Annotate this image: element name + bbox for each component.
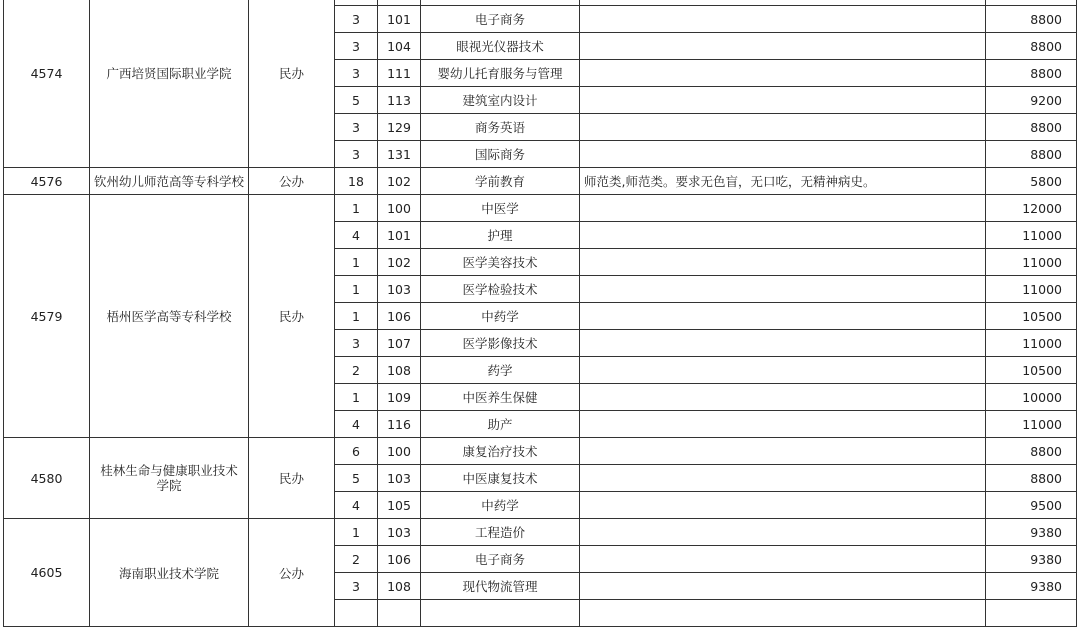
- major-name-cell: 电子商务: [421, 6, 580, 33]
- school-code-cell: 4605: [4, 519, 90, 627]
- major-name-cell: 护理: [421, 222, 580, 249]
- tuition-fee-cell: 8800: [986, 141, 1077, 168]
- plan-count-cell: 1: [335, 249, 378, 276]
- major-note-cell: [580, 465, 986, 492]
- major-note-cell: [580, 519, 986, 546]
- tuition-fee-cell: 11000: [986, 330, 1077, 357]
- major-name-cell: 医学美容技术: [421, 249, 580, 276]
- table-row: [4, 168, 1077, 195]
- major-note-cell: [580, 6, 986, 33]
- major-name-cell: 中医学: [421, 195, 580, 222]
- major-name-cell: 工程造价: [421, 519, 580, 546]
- plan-count-cell: 3: [335, 573, 378, 600]
- major-name-cell: 中医养生保健: [421, 384, 580, 411]
- major-name-cell: 婴幼儿托育服务与管理: [421, 60, 580, 87]
- enrollment-plan-table: [3, 0, 1077, 627]
- major-note-cell: [580, 249, 986, 276]
- major-code-cell: 116: [378, 411, 421, 438]
- plan-count-cell: 4: [335, 222, 378, 249]
- major-name-cell: 现代物流管理: [421, 573, 580, 600]
- major-note-cell: [580, 141, 986, 168]
- school-name-cell: 梧州医学高等专科学校: [90, 195, 249, 438]
- tuition-fee-cell: 5800: [986, 168, 1077, 195]
- major-code-cell: 106: [378, 303, 421, 330]
- major-code-cell: 103: [378, 519, 421, 546]
- tuition-fee-cell: 9380: [986, 573, 1077, 600]
- plan-count-cell: 1: [335, 303, 378, 330]
- tuition-fee-cell: 8800: [986, 114, 1077, 141]
- school-type-cell: 民办: [249, 195, 335, 438]
- major-code-cell: 113: [378, 87, 421, 114]
- tuition-fee-cell: 10000: [986, 384, 1077, 411]
- table-row: [4, 438, 1077, 465]
- plan-count-cell: 5: [335, 87, 378, 114]
- major-name-cell: 商务英语: [421, 114, 580, 141]
- school-name-cell: 广西培贤国际职业学院: [90, 0, 249, 168]
- school-type-cell: 民办: [249, 0, 335, 168]
- plan-count-cell: 4: [335, 492, 378, 519]
- school-code-cell: 4580: [4, 438, 90, 519]
- plan-count-cell: 3: [335, 33, 378, 60]
- tuition-fee-cell: [986, 600, 1077, 627]
- major-note-cell: [580, 276, 986, 303]
- major-note-cell: [580, 60, 986, 87]
- major-code-cell: 111: [378, 60, 421, 87]
- major-name-cell: 医学检验技术: [421, 276, 580, 303]
- major-code-cell: 105: [378, 492, 421, 519]
- major-note-cell: [580, 114, 986, 141]
- plan-count-cell: 1: [335, 519, 378, 546]
- plan-count-cell: 3: [335, 6, 378, 33]
- tuition-fee-cell: 8800: [986, 465, 1077, 492]
- major-name-cell: [421, 600, 580, 627]
- major-note-cell: [580, 357, 986, 384]
- major-code-cell: 109: [378, 384, 421, 411]
- major-name-cell: 助产: [421, 411, 580, 438]
- major-note-cell: [580, 87, 986, 114]
- major-note-cell: [580, 330, 986, 357]
- major-code-cell: [378, 600, 421, 627]
- major-code-cell: 101: [378, 6, 421, 33]
- school-name-cell: 钦州幼儿师范高等专科学校: [90, 168, 249, 195]
- major-note-cell: [580, 222, 986, 249]
- plan-count-cell: 3: [335, 141, 378, 168]
- tuition-fee-cell: 9500: [986, 492, 1077, 519]
- school-type-cell: 公办: [249, 519, 335, 627]
- school-type-cell: 民办: [249, 438, 335, 519]
- plan-count-cell: 6: [335, 438, 378, 465]
- plan-count-cell: 5: [335, 465, 378, 492]
- major-note-cell: [580, 384, 986, 411]
- major-name-cell: 医学影像技术: [421, 330, 580, 357]
- tuition-fee-cell: 9380: [986, 519, 1077, 546]
- major-code-cell: 108: [378, 357, 421, 384]
- plan-count-cell: 1: [335, 384, 378, 411]
- major-note-cell: [580, 573, 986, 600]
- major-name-cell: 国际商务: [421, 141, 580, 168]
- major-code-cell: 131: [378, 141, 421, 168]
- school-name-cell: 海南职业技术学院: [90, 519, 249, 627]
- tuition-fee-cell: 11000: [986, 411, 1077, 438]
- major-note-cell: [580, 600, 986, 627]
- school-type-cell: 公办: [249, 168, 335, 195]
- plan-count-cell: 1: [335, 276, 378, 303]
- plan-count-cell: [335, 600, 378, 627]
- major-note-cell: [580, 546, 986, 573]
- major-name-cell: 中药学: [421, 303, 580, 330]
- plan-count-cell: 3: [335, 330, 378, 357]
- school-code-cell: 4574: [4, 0, 90, 168]
- tuition-fee-cell: 11000: [986, 249, 1077, 276]
- major-name-cell: 药学: [421, 357, 580, 384]
- major-note-cell: [580, 195, 986, 222]
- major-code-cell: 108: [378, 573, 421, 600]
- plan-count-cell: 1: [335, 195, 378, 222]
- major-code-cell: 102: [378, 168, 421, 195]
- major-code-cell: 100: [378, 195, 421, 222]
- tuition-fee-cell: 9200: [986, 87, 1077, 114]
- school-code-cell: 4576: [4, 168, 90, 195]
- major-code-cell: 101: [378, 222, 421, 249]
- major-name-cell: 电子商务: [421, 546, 580, 573]
- major-code-cell: 100: [378, 438, 421, 465]
- major-name-cell: 眼视光仪器技术: [421, 33, 580, 60]
- tuition-fee-cell: 8800: [986, 33, 1077, 60]
- major-name-cell: 建筑室内设计: [421, 87, 580, 114]
- major-name-cell: 学前教育: [421, 168, 580, 195]
- major-code-cell: 102: [378, 249, 421, 276]
- major-note-cell: [580, 33, 986, 60]
- major-code-cell: 103: [378, 276, 421, 303]
- major-name-cell: 康复治疗技术: [421, 438, 580, 465]
- tuition-fee-cell: 9380: [986, 546, 1077, 573]
- tuition-fee-cell: 12000: [986, 195, 1077, 222]
- major-name-cell: 中药学: [421, 492, 580, 519]
- major-code-cell: 106: [378, 546, 421, 573]
- tuition-fee-cell: 11000: [986, 276, 1077, 303]
- major-note-cell: 师范类,师范类。要求无色盲，无口吃，无精神病史。: [580, 168, 986, 195]
- major-code-cell: 103: [378, 465, 421, 492]
- plan-count-cell: 2: [335, 357, 378, 384]
- tuition-fee-cell: 10500: [986, 303, 1077, 330]
- table-row: [4, 519, 1077, 546]
- tuition-fee-cell: 10500: [986, 357, 1077, 384]
- major-code-cell: 104: [378, 33, 421, 60]
- major-note-cell: [580, 303, 986, 330]
- tuition-fee-cell: 8800: [986, 438, 1077, 465]
- school-code-cell: 4579: [4, 195, 90, 438]
- plan-count-cell: 3: [335, 60, 378, 87]
- tuition-fee-cell: 8800: [986, 60, 1077, 87]
- major-name-cell: 中医康复技术: [421, 465, 580, 492]
- plan-count-cell: 2: [335, 546, 378, 573]
- table-row: [4, 195, 1077, 222]
- major-note-cell: [580, 438, 986, 465]
- school-name-cell: 桂林生命与健康职业技术学院: [90, 438, 249, 519]
- major-code-cell: 129: [378, 114, 421, 141]
- tuition-fee-cell: 11000: [986, 222, 1077, 249]
- major-code-cell: 107: [378, 330, 421, 357]
- plan-count-cell: 4: [335, 411, 378, 438]
- major-note-cell: [580, 492, 986, 519]
- major-note-cell: [580, 411, 986, 438]
- tuition-fee-cell: 8800: [986, 6, 1077, 33]
- plan-count-cell: 3: [335, 114, 378, 141]
- plan-count-cell: 18: [335, 168, 378, 195]
